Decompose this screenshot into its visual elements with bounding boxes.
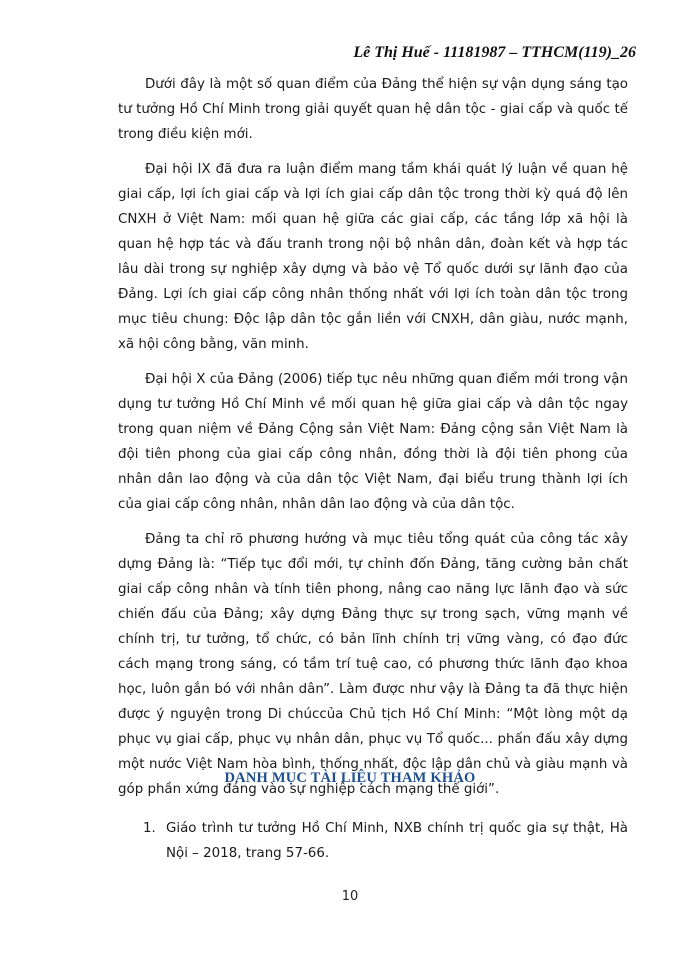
list-item [143, 816, 628, 866]
reference-list [143, 816, 628, 866]
body-text [118, 72, 628, 812]
references-heading: DANH MỤC TÀI LIỆU THAM KHẢO [224, 770, 476, 786]
paragraph-congress-ix: Đại hội IX đã đưa ra luận điểm mang tầm khái quát lý luận về quan hệ giai cấp, lợi ích giai cấp và lợi ích giai cấp dân tộc trong thời kỳ quá độ lên CNXH ở Việt Nam: mối quan hệ giữa các giai cấp, các tầng lớp xã hội là quan hệ hợp tác và đấu tranh trong nội bộ nhân dân, đoàn kết và hợp tác lâu dài trong sự nghiệp xây dựng và bảo vệ Tổ quốc dưới sự lãnh đạo của Đảng. Lợi ích giai cấp công nhân thống nhất với lợi ích toàn dân tộc trong mục tiêu chung: Độc lập dân tộc gắn liền với CNXH, dân giàu, nước mạnh, xã hội công bằng, văn minh. [118, 162, 628, 352]
reference-text: Giáo trình tư tưởng Hồ Chí Minh, NXB chính trị quốc gia sự thật, Hà Nội – 2018, trang 57-66. [166, 821, 628, 861]
paragraph-intro: Dưới đây là một số quan điểm của Đảng thể hiện sự vận dụng sáng tạo tư tưởng Hồ Chí Minh trong giải quyết quan hệ dân tộc - giai cấp và quốc tế trong điều kiện mới. [118, 77, 628, 142]
paragraph-congress-x: Đại hội X của Đảng (2006) tiếp tục nêu những quan điểm mới trong vận dụng tư tưởng Hồ Chí Minh về mối quan hệ giữa giai cấp và dân tộc ngay trong quan niệm về Đảng Cộng sản Việt Nam: Đảng cộng sản Việt Nam là đội tiên phong của giai cấp công nhân, đồng thời là đội tiên phong của nhân dân lao động và của dân tộc Việt Nam, đại biểu trung thành lợi ích của giai cấp công nhân, nhân dân lao động và của dân tộc. [118, 372, 628, 512]
reference-number: 1. [143, 821, 156, 836]
page-number: 10 [341, 889, 359, 904]
paragraph-party-building: Đảng ta chỉ rõ phương hướng và mục tiêu tổng quát của công tác xây dựng Đảng là: “Tiếp tục đổi mới, tự chỉnh đốn Đảng, tăng cường bản chất giai cấp công nhân và tính tiên phong, nâng cao năng lực lãnh đạo và sức chiến đấu của Đảng; xây dựng Đảng thực sự trong sạch, vững mạnh về chính trị, tư tưởng, tổ chức, có bản lĩnh chính trị vững vàng, có đạo đức cách mạng trong sáng, có tầm trí tuệ cao, có phương thức lãnh đạo khoa học, luôn gắn bó với nhân dân”. Làm được như vậy là Đảng ta đã thực hiện được ý nguyện trong Di chúccủa Chủ tịch Hồ Chí Minh: “Một lòng một dạ phục vụ giai cấp, phục vụ nhân dân, phục vụ Tổ quốc... phấn đấu xây dựng một nước Việt Nam hòa bình, thống nhất, độc lập dân chủ và giàu mạnh và góp phần xứng đáng vào sự nghiệp cách mạng thế giới”. [118, 532, 628, 797]
page-header: Lê Thị Huế - 11181987 – TTHCM(119)_26 [353, 44, 636, 61]
